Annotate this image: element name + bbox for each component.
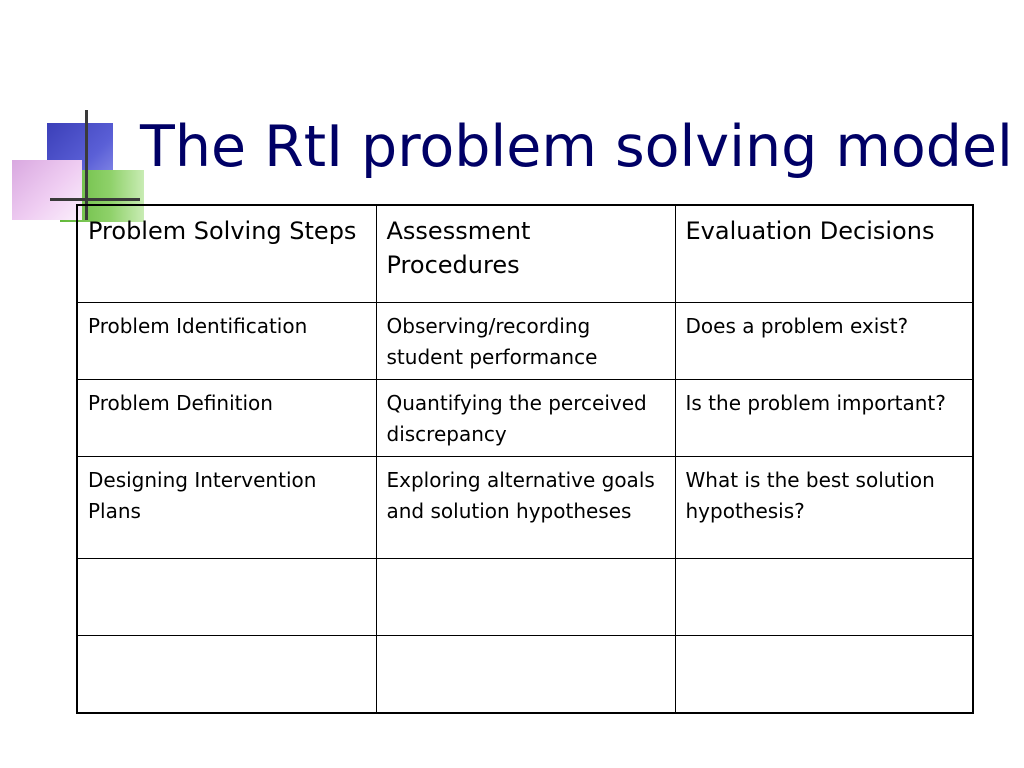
table-header-row [77,205,973,303]
table-cell: Designing Intervention Plans [77,457,376,559]
decorative-pink-square [12,160,82,220]
table-row-empty [77,636,973,714]
table-row-empty [77,559,973,636]
table-cell: Problem Definition [77,380,376,457]
table-cell-empty [675,559,973,636]
table-cell: Quantifying the perceived discrepancy [376,380,675,457]
table-cell: Observing/recording student performance [376,303,675,380]
table-cell: Problem Identification [77,303,376,380]
decorative-horizontal-line [50,198,140,201]
table-row [77,303,973,380]
header-assessment-procedures: Assessment Procedures [376,205,675,303]
table-cell: Is the problem important? [675,380,973,457]
header-evaluation-decisions: Evaluation Decisions [675,205,973,303]
table-row [77,457,973,559]
table-cell-empty [77,559,376,636]
table-cell-empty [376,559,675,636]
table-cell: Does a problem exist? [675,303,973,380]
table-cell: What is the best solution hypothesis? [675,457,973,559]
table-cell-empty [376,636,675,714]
header-problem-solving-steps: Problem Solving Steps [77,205,376,303]
slide-title: The RtI problem solving model [140,114,1013,180]
table-row [77,380,973,457]
table-cell-empty [77,636,376,714]
table-cell-empty [675,636,973,714]
problem-solving-table [76,204,974,714]
table-cell: Exploring alternative goals and solution hypotheses [376,457,675,559]
